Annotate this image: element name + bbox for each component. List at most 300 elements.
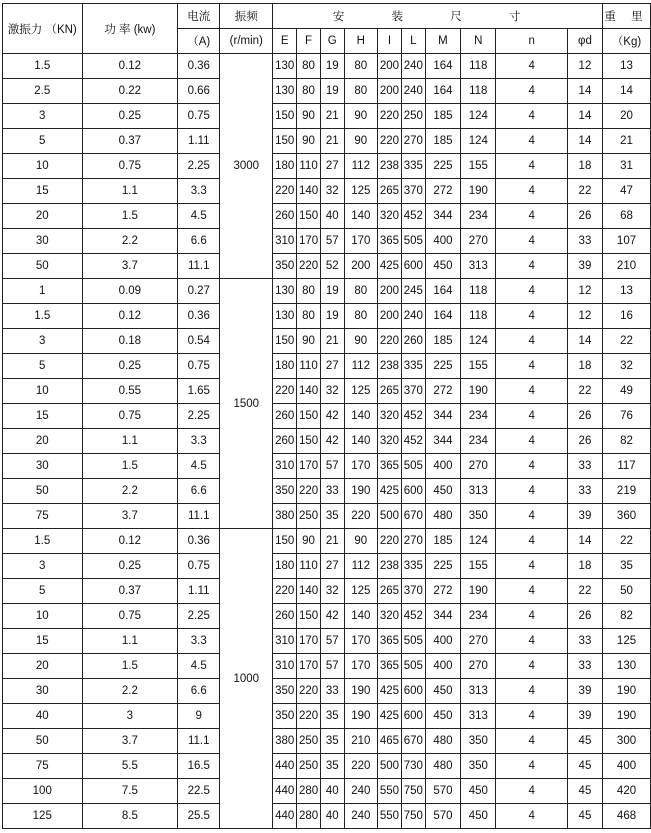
cell-dim-e: 180	[273, 354, 297, 379]
cell-current: 6.6	[178, 679, 220, 704]
cell-dim-n-lower: 4	[496, 679, 567, 704]
cell-dim-g: 21	[320, 129, 344, 154]
cell-force: 75	[3, 504, 83, 529]
cell-dim-n-lower: 4	[496, 304, 567, 329]
table-row	[3, 254, 651, 279]
cell-weight: 125	[603, 629, 651, 654]
cell-dim-phi-d: 14	[567, 79, 602, 104]
cell-dim-n-lower: 4	[496, 379, 567, 404]
cell-dim-n-upper: 190	[461, 579, 496, 604]
cell-force: 75	[3, 754, 83, 779]
table-row	[3, 79, 651, 104]
cell-dim-l: 452	[401, 429, 425, 454]
cell-dim-n-lower: 4	[496, 254, 567, 279]
cell-dim-n-upper: 118	[461, 279, 496, 304]
cell-dim-f: 110	[297, 354, 321, 379]
cell-dim-n-lower: 4	[496, 654, 567, 679]
cell-dim-m: 344	[425, 604, 460, 629]
cell-dim-phi-d: 45	[567, 779, 602, 804]
cell-current: 3.3	[178, 179, 220, 204]
cell-dim-phi-d: 18	[567, 354, 602, 379]
cell-dim-m: 344	[425, 204, 460, 229]
cell-dim-l: 600	[401, 254, 425, 279]
cell-dim-m: 570	[425, 804, 460, 829]
cell-dim-e: 440	[273, 804, 297, 829]
cell-dim-l: 505	[401, 454, 425, 479]
cell-weight: 190	[603, 704, 651, 729]
cell-dim-phi-d: 12	[567, 54, 602, 79]
cell-dim-g: 52	[320, 254, 344, 279]
table-row	[3, 529, 651, 554]
cell-dim-i: 265	[378, 379, 402, 404]
cell-power: 3.7	[82, 504, 178, 529]
cell-current: 4.5	[178, 654, 220, 679]
cell-current: 11.1	[178, 254, 220, 279]
cell-power: 0.22	[82, 79, 178, 104]
cell-dim-m: 480	[425, 729, 460, 754]
cell-dim-m: 450	[425, 704, 460, 729]
cell-dim-g: 40	[320, 779, 344, 804]
cell-dim-e: 220	[273, 579, 297, 604]
cell-dim-n-upper: 313	[461, 704, 496, 729]
table-row	[3, 629, 651, 654]
cell-dim-g: 35	[320, 504, 344, 529]
cell-current: 16.5	[178, 754, 220, 779]
cell-dim-l: 505	[401, 654, 425, 679]
cell-power: 0.55	[82, 379, 178, 404]
cell-dim-g: 35	[320, 704, 344, 729]
cell-dim-f: 140	[297, 379, 321, 404]
cell-force: 30	[3, 679, 83, 704]
cell-dim-g: 27	[320, 154, 344, 179]
cell-dim-n-upper: 124	[461, 529, 496, 554]
cell-dim-h: 112	[344, 554, 377, 579]
cell-dim-g: 42	[320, 429, 344, 454]
cell-dim-n-lower: 4	[496, 754, 567, 779]
cell-dim-l: 600	[401, 704, 425, 729]
cell-dim-g: 57	[320, 629, 344, 654]
cell-dim-g: 57	[320, 654, 344, 679]
cell-dim-phi-d: 39	[567, 679, 602, 704]
cell-power: 0.25	[82, 354, 178, 379]
cell-speed: 1500	[220, 279, 273, 529]
cell-weight: 31	[603, 154, 651, 179]
cell-dim-n-lower: 4	[496, 354, 567, 379]
cell-weight: 68	[603, 204, 651, 229]
cell-weight: 107	[603, 229, 651, 254]
cell-current: 22.5	[178, 779, 220, 804]
cell-dim-f: 170	[297, 454, 321, 479]
cell-current: 2.25	[178, 154, 220, 179]
cell-dim-i: 320	[378, 204, 402, 229]
cell-dim-phi-d: 14	[567, 529, 602, 554]
cell-weight: 190	[603, 679, 651, 704]
cell-dim-n-upper: 118	[461, 54, 496, 79]
cell-dim-f: 110	[297, 154, 321, 179]
cell-power: 1.1	[82, 429, 178, 454]
cell-power: 2.2	[82, 479, 178, 504]
cell-dim-phi-d: 33	[567, 454, 602, 479]
table-row	[3, 804, 651, 829]
cell-dim-g: 32	[320, 579, 344, 604]
header-speed-unit: (r/min)	[220, 29, 273, 54]
cell-weight: 16	[603, 304, 651, 329]
cell-dim-g: 21	[320, 529, 344, 554]
table-row	[3, 704, 651, 729]
cell-force: 30	[3, 454, 83, 479]
table-row	[3, 404, 651, 429]
cell-dim-phi-d: 14	[567, 104, 602, 129]
cell-dim-f: 90	[297, 529, 321, 554]
cell-dim-h: 80	[344, 279, 377, 304]
cell-dim-f: 150	[297, 429, 321, 454]
cell-dim-e: 350	[273, 704, 297, 729]
cell-weight: 14	[603, 79, 651, 104]
cell-dim-n-lower: 4	[496, 154, 567, 179]
cell-dim-n-upper: 350	[461, 504, 496, 529]
table-body	[3, 54, 651, 829]
cell-dim-m: 272	[425, 579, 460, 604]
cell-dim-e: 130	[273, 279, 297, 304]
cell-dim-g: 40	[320, 204, 344, 229]
table-row	[3, 129, 651, 154]
cell-dim-n-lower: 4	[496, 604, 567, 629]
cell-dim-i: 425	[378, 679, 402, 704]
cell-power: 0.12	[82, 54, 178, 79]
cell-current: 0.75	[178, 104, 220, 129]
cell-dim-l: 240	[401, 79, 425, 104]
cell-current: 6.6	[178, 229, 220, 254]
cell-weight: 219	[603, 479, 651, 504]
header-dim-g: G	[320, 29, 344, 54]
cell-power: 0.25	[82, 554, 178, 579]
cell-force: 40	[3, 704, 83, 729]
cell-dim-g: 32	[320, 379, 344, 404]
cell-dim-m: 480	[425, 754, 460, 779]
cell-dim-h: 90	[344, 129, 377, 154]
cell-force: 50	[3, 254, 83, 279]
cell-dim-m: 225	[425, 554, 460, 579]
table-header	[3, 4, 651, 54]
cell-weight: 22	[603, 529, 651, 554]
cell-dim-g: 35	[320, 729, 344, 754]
cell-force: 15	[3, 404, 83, 429]
cell-current: 6.6	[178, 479, 220, 504]
cell-dim-phi-d: 22	[567, 179, 602, 204]
cell-dim-l: 750	[401, 779, 425, 804]
cell-current: 11.1	[178, 729, 220, 754]
cell-power: 0.18	[82, 329, 178, 354]
cell-dim-phi-d: 39	[567, 504, 602, 529]
cell-weight: 130	[603, 654, 651, 679]
cell-dim-l: 370	[401, 379, 425, 404]
cell-dim-e: 310	[273, 629, 297, 654]
cell-force: 20	[3, 654, 83, 679]
cell-dim-n-upper: 234	[461, 404, 496, 429]
cell-dim-n-upper: 234	[461, 429, 496, 454]
cell-dim-n-lower: 4	[496, 729, 567, 754]
cell-force: 1.5	[3, 529, 83, 554]
cell-dim-h: 200	[344, 254, 377, 279]
cell-dim-h: 80	[344, 304, 377, 329]
cell-dim-e: 220	[273, 379, 297, 404]
cell-dim-f: 250	[297, 729, 321, 754]
cell-dim-i: 550	[378, 804, 402, 829]
cell-force: 1	[3, 279, 83, 304]
cell-dim-phi-d: 22	[567, 379, 602, 404]
cell-dim-l: 335	[401, 154, 425, 179]
cell-power: 7.5	[82, 779, 178, 804]
cell-dim-e: 310	[273, 229, 297, 254]
cell-force: 1.5	[3, 304, 83, 329]
table-row	[3, 454, 651, 479]
cell-dim-f: 170	[297, 654, 321, 679]
header-dim-n-lower: n	[496, 29, 567, 54]
cell-dim-f: 220	[297, 479, 321, 504]
cell-dim-i: 500	[378, 754, 402, 779]
cell-dim-g: 33	[320, 479, 344, 504]
cell-power: 5.5	[82, 754, 178, 779]
cell-dim-phi-d: 18	[567, 554, 602, 579]
cell-dim-n-lower: 4	[496, 404, 567, 429]
cell-dim-n-lower: 4	[496, 454, 567, 479]
cell-force: 3	[3, 329, 83, 354]
cell-dim-m: 450	[425, 479, 460, 504]
cell-dim-n-lower: 4	[496, 529, 567, 554]
cell-dim-l: 452	[401, 604, 425, 629]
cell-dim-i: 320	[378, 604, 402, 629]
cell-dim-l: 452	[401, 404, 425, 429]
cell-weight: 32	[603, 354, 651, 379]
cell-dim-n-upper: 350	[461, 754, 496, 779]
header-current-label: 电流	[178, 4, 220, 29]
cell-dim-l: 670	[401, 729, 425, 754]
cell-current: 2.25	[178, 604, 220, 629]
table-row	[3, 304, 651, 329]
cell-dim-n-lower: 4	[496, 429, 567, 454]
cell-dim-i: 465	[378, 729, 402, 754]
cell-dim-m: 400	[425, 654, 460, 679]
cell-dim-l: 250	[401, 104, 425, 129]
cell-force: 50	[3, 729, 83, 754]
cell-power: 0.09	[82, 279, 178, 304]
cell-dim-e: 350	[273, 254, 297, 279]
cell-dim-n-lower: 4	[496, 279, 567, 304]
cell-dim-m: 164	[425, 279, 460, 304]
cell-dim-i: 200	[378, 79, 402, 104]
cell-dim-e: 130	[273, 304, 297, 329]
cell-weight: 82	[603, 429, 651, 454]
cell-dim-n-upper: 124	[461, 129, 496, 154]
cell-dim-f: 80	[297, 79, 321, 104]
cell-dim-i: 365	[378, 454, 402, 479]
cell-dim-f: 110	[297, 554, 321, 579]
cell-dim-f: 220	[297, 704, 321, 729]
cell-dim-e: 150	[273, 104, 297, 129]
cell-dim-n-lower: 4	[496, 129, 567, 154]
cell-force: 15	[3, 179, 83, 204]
cell-power: 0.12	[82, 529, 178, 554]
cell-dim-i: 200	[378, 279, 402, 304]
table-row	[3, 654, 651, 679]
cell-current: 2.25	[178, 404, 220, 429]
cell-dim-n-upper: 118	[461, 304, 496, 329]
cell-dim-phi-d: 26	[567, 204, 602, 229]
cell-dim-n-lower: 4	[496, 479, 567, 504]
cell-dim-m: 164	[425, 304, 460, 329]
cell-dim-phi-d: 26	[567, 604, 602, 629]
cell-current: 1.65	[178, 379, 220, 404]
cell-dim-m: 272	[425, 379, 460, 404]
table-row	[3, 679, 651, 704]
cell-dim-n-lower: 4	[496, 329, 567, 354]
cell-dim-l: 335	[401, 354, 425, 379]
cell-dim-g: 21	[320, 329, 344, 354]
cell-dim-f: 150	[297, 604, 321, 629]
cell-weight: 22	[603, 329, 651, 354]
cell-dim-phi-d: 33	[567, 229, 602, 254]
cell-dim-n-lower: 4	[496, 804, 567, 829]
cell-dim-i: 200	[378, 304, 402, 329]
cell-dim-m: 570	[425, 779, 460, 804]
cell-dim-n-upper: 450	[461, 779, 496, 804]
cell-weight: 360	[603, 504, 651, 529]
cell-current: 4.5	[178, 454, 220, 479]
cell-force: 1.5	[3, 54, 83, 79]
cell-current: 0.36	[178, 54, 220, 79]
header-dim-f: F	[297, 29, 321, 54]
cell-weight: 13	[603, 54, 651, 79]
cell-dim-f: 280	[297, 779, 321, 804]
cell-dim-n-upper: 234	[461, 604, 496, 629]
cell-dim-g: 32	[320, 179, 344, 204]
cell-dim-h: 112	[344, 354, 377, 379]
cell-force: 5	[3, 579, 83, 604]
cell-dim-g: 21	[320, 104, 344, 129]
cell-current: 0.75	[178, 554, 220, 579]
cell-dim-g: 33	[320, 679, 344, 704]
table-row	[3, 204, 651, 229]
cell-dim-i: 238	[378, 154, 402, 179]
cell-dim-n-upper: 313	[461, 254, 496, 279]
cell-current: 1.11	[178, 129, 220, 154]
cell-force: 125	[3, 804, 83, 829]
cell-force: 20	[3, 204, 83, 229]
cell-power: 0.75	[82, 154, 178, 179]
cell-force: 3	[3, 554, 83, 579]
cell-dim-phi-d: 14	[567, 129, 602, 154]
cell-current: 0.75	[178, 354, 220, 379]
cell-dim-phi-d: 12	[567, 279, 602, 304]
cell-dim-phi-d: 26	[567, 429, 602, 454]
cell-dim-e: 260	[273, 604, 297, 629]
cell-dim-phi-d: 12	[567, 304, 602, 329]
cell-dim-n-lower: 4	[496, 704, 567, 729]
cell-dim-e: 150	[273, 529, 297, 554]
cell-dim-phi-d: 45	[567, 754, 602, 779]
cell-power: 0.37	[82, 579, 178, 604]
cell-dim-h: 125	[344, 579, 377, 604]
cell-power: 3.7	[82, 729, 178, 754]
cell-dim-n-lower: 4	[496, 629, 567, 654]
cell-power: 2.2	[82, 229, 178, 254]
cell-weight: 13	[603, 279, 651, 304]
cell-dim-e: 380	[273, 504, 297, 529]
cell-dim-f: 140	[297, 179, 321, 204]
cell-dim-f: 220	[297, 254, 321, 279]
cell-dim-phi-d: 22	[567, 579, 602, 604]
header-dim-l: L	[401, 29, 425, 54]
cell-dim-e: 440	[273, 779, 297, 804]
header-current-unit: （A)	[178, 29, 220, 54]
cell-dim-g: 57	[320, 454, 344, 479]
cell-dim-n-upper: 155	[461, 354, 496, 379]
cell-dim-h: 140	[344, 604, 377, 629]
cell-dim-e: 260	[273, 404, 297, 429]
cell-dim-m: 400	[425, 454, 460, 479]
cell-dim-i: 220	[378, 104, 402, 129]
table-row	[3, 504, 651, 529]
cell-dim-h: 210	[344, 729, 377, 754]
header-dim-m: M	[425, 29, 460, 54]
cell-dim-e: 260	[273, 204, 297, 229]
cell-dim-h: 220	[344, 504, 377, 529]
table-row	[3, 754, 651, 779]
cell-dim-phi-d: 33	[567, 629, 602, 654]
cell-current: 0.54	[178, 329, 220, 354]
cell-force: 15	[3, 629, 83, 654]
cell-dim-n-upper: 270	[461, 454, 496, 479]
cell-dim-l: 600	[401, 679, 425, 704]
cell-dim-e: 180	[273, 154, 297, 179]
cell-dim-l: 370	[401, 579, 425, 604]
cell-dim-e: 440	[273, 754, 297, 779]
cell-current: 0.27	[178, 279, 220, 304]
cell-dim-f: 280	[297, 804, 321, 829]
cell-dim-n-upper: 124	[461, 104, 496, 129]
cell-dim-f: 90	[297, 104, 321, 129]
cell-dim-l: 245	[401, 279, 425, 304]
header-weight-unit: （Kg)	[603, 29, 651, 54]
cell-dim-e: 350	[273, 679, 297, 704]
cell-dim-h: 240	[344, 804, 377, 829]
cell-power: 0.75	[82, 604, 178, 629]
cell-dim-e: 150	[273, 329, 297, 354]
cell-force: 2.5	[3, 79, 83, 104]
table-row	[3, 279, 651, 304]
cell-current: 3.3	[178, 629, 220, 654]
cell-dim-h: 140	[344, 429, 377, 454]
cell-dim-e: 350	[273, 479, 297, 504]
cell-dim-h: 112	[344, 154, 377, 179]
cell-dim-l: 260	[401, 329, 425, 354]
cell-dim-e: 310	[273, 454, 297, 479]
cell-dim-h: 190	[344, 479, 377, 504]
cell-dim-i: 220	[378, 129, 402, 154]
cell-dim-h: 190	[344, 704, 377, 729]
cell-force: 10	[3, 379, 83, 404]
cell-dim-i: 265	[378, 179, 402, 204]
cell-dim-phi-d: 39	[567, 254, 602, 279]
cell-weight: 50	[603, 579, 651, 604]
cell-dim-n-upper: 234	[461, 204, 496, 229]
header-dim-e: E	[273, 29, 297, 54]
cell-force: 10	[3, 604, 83, 629]
cell-dim-i: 425	[378, 254, 402, 279]
cell-current: 4.5	[178, 204, 220, 229]
cell-dim-h: 140	[344, 404, 377, 429]
cell-current: 3.3	[178, 429, 220, 454]
